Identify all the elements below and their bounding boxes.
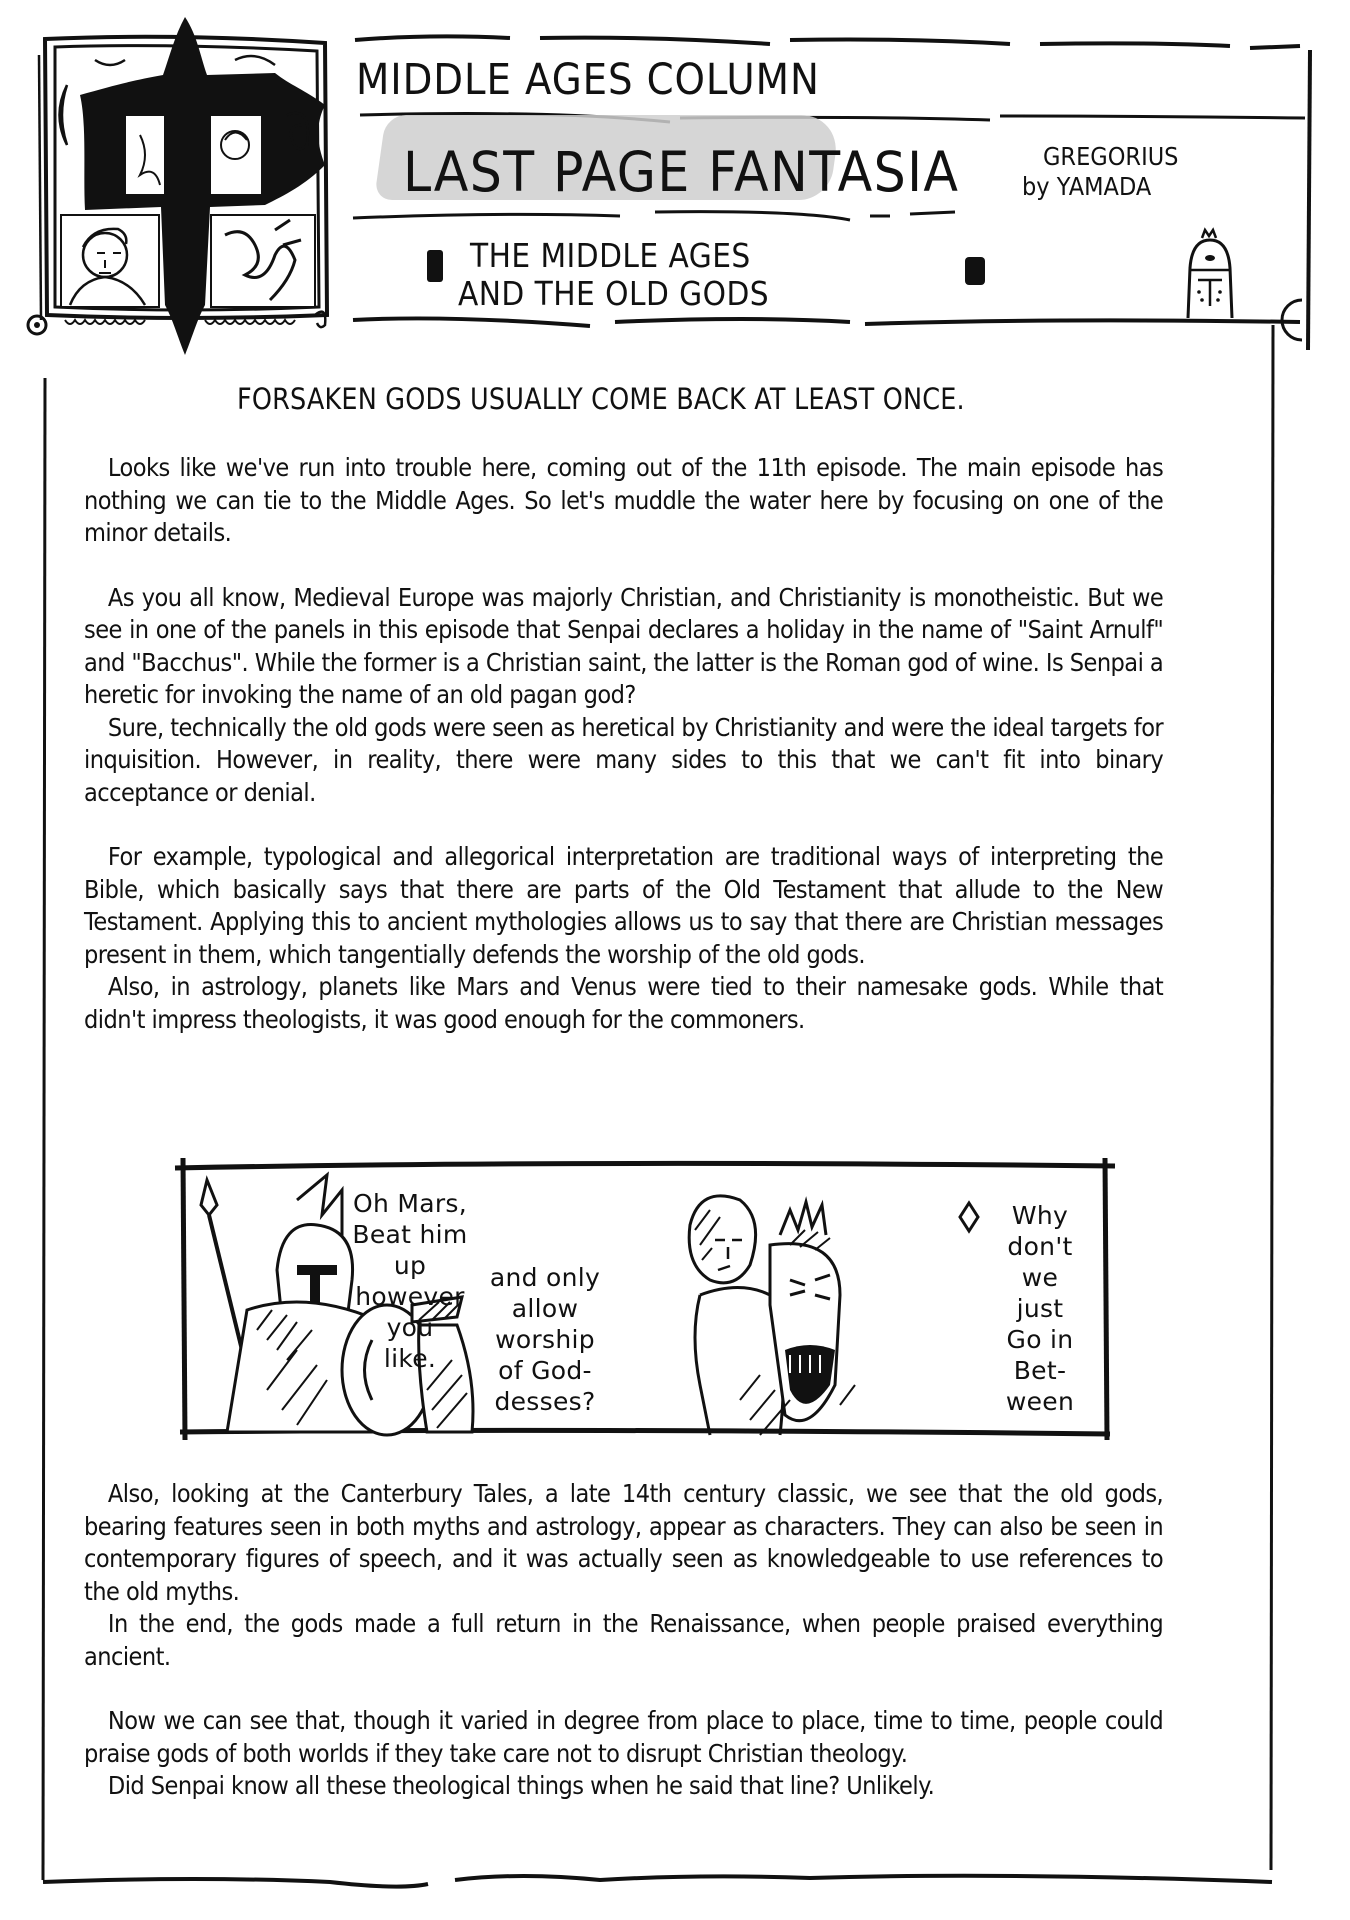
speech-line: Bet- xyxy=(1013,1356,1067,1385)
paragraph: As you all know, Medieval Europe was majorly Christian, and Christianity is monotheistic. But we see in one of the panels in this episode that Senpai declares a holiday in the name of "Saint Arnulf" and "Bacchus". While the former is a Christian saint, the latter is the Roman god of wine. Is Senpai a heretic for invoking the name of an old pagan god? xyxy=(84,582,1164,709)
speech-line: worship xyxy=(495,1325,595,1354)
series-title: LAST PAGE FANTASIA xyxy=(403,140,960,204)
paragraph: For example, typological and allegorical interpretation are traditional ways of interpreting the Bible, which basically says that there are parts of the Old Testament that allude to the New Testament. Applying this to ancient mythologies allows us to say that there are Christian messages present in them, which tangentially defends the worship of the old gods. xyxy=(84,842,1164,969)
article-headline: FORSAKEN GODS USUALLY COME BACK AT LEAST ONCE. xyxy=(237,382,965,416)
speech-line: Why xyxy=(1011,1201,1069,1230)
article-body-top xyxy=(84,452,1163,1036)
speech-line: ween xyxy=(1005,1387,1075,1416)
paragraph: Sure, technically the old gods were seen as heretical by Christianity and were the ideal targets for inquisition. However, in reality, there were many sides to this that we can't fit into binary acceptance or denial. xyxy=(84,712,1164,807)
author-name: GREGORIUS xyxy=(1043,142,1179,171)
speech-line: and only xyxy=(489,1263,601,1292)
speech-line: Oh Mars, xyxy=(352,1189,467,1218)
speech-line: Beat him up xyxy=(352,1220,468,1280)
sparkle-icon xyxy=(958,1202,980,1232)
paragraph: Looks like we've run into trouble here, coming out of the 11th episode. The main episode has nothing we can tie to the Middle Ages. So let's muddle the water here by focusing on one of the minor details. xyxy=(84,453,1164,547)
comic-panel xyxy=(175,1150,1125,1450)
paragraph: Also, in astrology, planets like Mars and Venus were tied to their namesake gods. While that didn't impress theologists, it was good enough for the commoners. xyxy=(84,972,1164,1034)
speech-line: we xyxy=(1021,1263,1059,1292)
column-label: MIDDLE AGES COLUMN xyxy=(356,55,820,105)
speech-line: you xyxy=(386,1313,434,1342)
speech-line: like. xyxy=(383,1344,437,1373)
speech-bubble-left xyxy=(335,1188,485,1374)
speech-line: Go in xyxy=(1006,1325,1074,1354)
speech-line: desses? xyxy=(494,1387,596,1416)
speech-bubble-right xyxy=(990,1200,1090,1417)
paragraph: Also, looking at the Canterbury Tales, a late 14th century classic, we see that the old gods, bearing features seen in both myths and astrology, appear as characters. They can also be seen in contemporary figures of speech, and it was actually seen as knowledgeable to use references to the old myths. xyxy=(84,1479,1164,1606)
speech-line: of God- xyxy=(498,1356,592,1385)
speech-line: just xyxy=(1016,1294,1064,1323)
author-byline: by YAMADA xyxy=(1022,172,1152,201)
speech-line: don't xyxy=(1007,1232,1073,1261)
subtitle-line-2: AND THE OLD GODS xyxy=(458,274,770,313)
subtitle-line-1: THE MIDDLE AGES xyxy=(470,236,751,275)
speech-line: however xyxy=(355,1282,465,1311)
speech-bubble-middle xyxy=(480,1262,610,1417)
paragraph: Did Senpai know all these theological things when he said that line? Unlikely. xyxy=(107,1771,935,1800)
paragraph: Now we can see that, though it varied in degree from place to place, time to time, people could praise gods of both worlds if they take care not to disrupt Christian theology. xyxy=(84,1706,1164,1768)
paragraph: In the end, the gods made a full return in the Renaissance, when people praised everything ancient. xyxy=(84,1609,1164,1671)
speech-line: allow xyxy=(511,1294,579,1323)
statue-illustration-icon xyxy=(640,1185,940,1435)
article-body-bottom xyxy=(84,1478,1163,1803)
